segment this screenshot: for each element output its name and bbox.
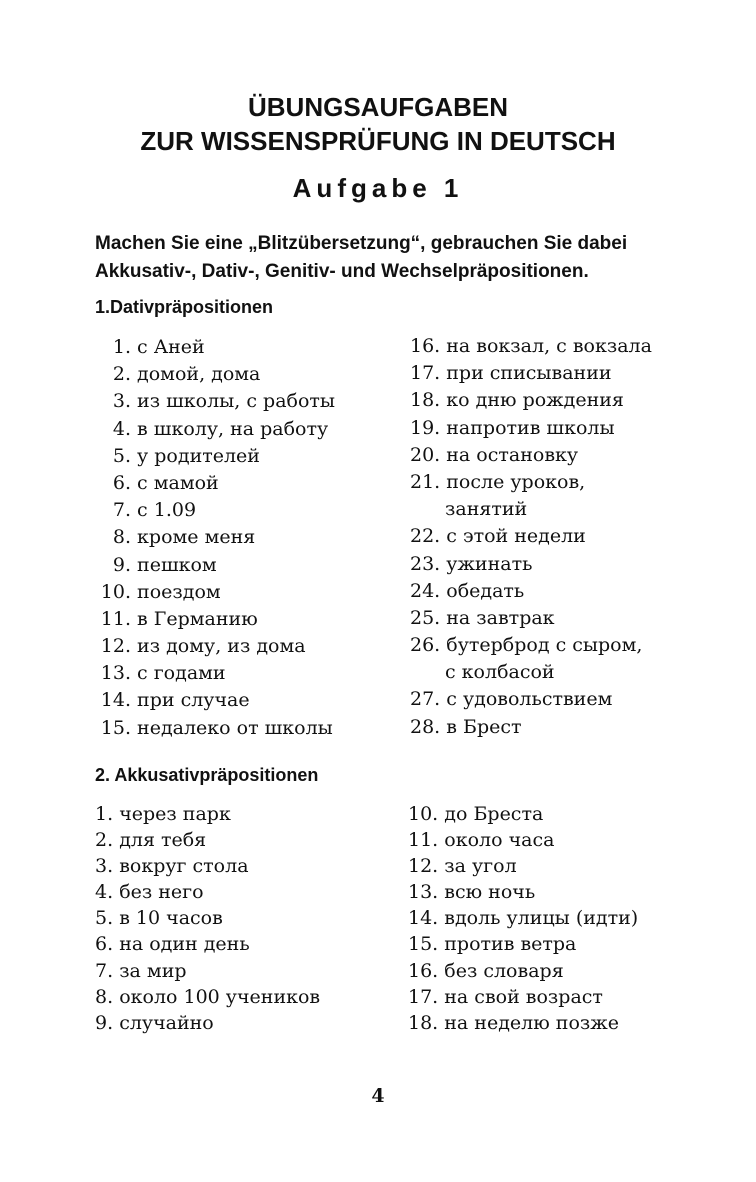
- item-number: 3.: [95, 855, 114, 878]
- list-item: [410, 714, 652, 741]
- item-text: домой, дома: [137, 363, 261, 386]
- item-number: 14.: [100, 689, 131, 712]
- list-item: [410, 469, 652, 496]
- item-number: 9.: [95, 1011, 114, 1034]
- item-text: без него: [119, 881, 204, 904]
- item-number: 14.: [408, 907, 439, 930]
- list-item: [410, 387, 652, 414]
- item-text: около 100 учеников: [119, 985, 321, 1008]
- item-text: на завтрак: [446, 606, 555, 629]
- item-number: 12.: [100, 635, 131, 658]
- list-item: [95, 606, 335, 633]
- list-item: [410, 659, 652, 686]
- item-text: из школы, с работы: [137, 390, 336, 413]
- item-number: 19.: [410, 416, 441, 439]
- item-text: без словаря: [444, 959, 564, 982]
- list-item: [95, 633, 335, 660]
- list-item: [95, 579, 335, 606]
- item-text: с 1.09: [137, 499, 197, 522]
- item-number: 10.: [408, 803, 439, 825]
- item-number: 28.: [410, 715, 441, 738]
- item-number: 8.: [112, 526, 131, 549]
- list-item: [410, 686, 652, 713]
- instruction-line-1: Machen Sie eine „Blitzübersetzung“, gebrauchen Sie dabei: [95, 233, 628, 254]
- item-number: 13.: [100, 662, 131, 685]
- list-item: [408, 827, 638, 853]
- item-number: 24.: [410, 579, 441, 602]
- item-number: 9.: [112, 553, 131, 576]
- item-text: около часа: [444, 829, 555, 852]
- item-text: кроме меня: [137, 526, 256, 549]
- item-text: в Брест: [446, 715, 522, 738]
- item-number: 27.: [410, 688, 441, 711]
- list-item: [410, 632, 652, 659]
- list-item: [408, 1010, 638, 1036]
- list-item: [95, 958, 320, 984]
- item-text: на один день: [119, 933, 250, 956]
- item-text: против ветра: [444, 933, 577, 956]
- item-number: 6.: [112, 471, 131, 494]
- item-text: бутерброд с сыром,: [446, 634, 643, 657]
- item-number: 6.: [95, 933, 114, 956]
- list-item: [410, 496, 652, 523]
- list-item: [95, 687, 335, 714]
- dativ-heading: 1.Dativpräpositionen: [95, 297, 274, 317]
- list-item: [95, 879, 320, 905]
- item-number: 2.: [95, 829, 114, 852]
- item-text: случайно: [119, 1011, 214, 1034]
- item-text: обедать: [446, 579, 525, 602]
- item-number: 21.: [410, 470, 441, 493]
- list-item: [410, 605, 652, 632]
- item-text: при случае: [137, 689, 250, 712]
- list-item: [408, 931, 638, 957]
- item-number: 2.: [112, 363, 131, 386]
- list-item: [95, 361, 335, 388]
- list-item: [408, 905, 638, 931]
- item-text: вокруг стола: [119, 855, 249, 878]
- list-item: [410, 523, 652, 550]
- item-text: с мамой: [137, 471, 219, 494]
- item-text: до Бреста: [444, 803, 544, 825]
- list-item: [410, 360, 652, 387]
- list-item: [408, 853, 638, 879]
- akkusativ-list-col1: [95, 801, 320, 1036]
- list-item: [95, 524, 335, 551]
- list-item: [95, 827, 320, 853]
- item-text: на вокзал, с вокзала: [446, 335, 652, 357]
- item-number: 5.: [95, 907, 114, 930]
- list-item: [408, 984, 638, 1010]
- item-text: с Аней: [137, 336, 205, 358]
- list-item: [95, 1010, 320, 1036]
- item-text: для тебя: [119, 829, 207, 852]
- item-text: из дому, из дома: [137, 635, 306, 658]
- list-item: [95, 443, 335, 470]
- item-number: 10.: [100, 580, 131, 603]
- item-text: всю ночь: [444, 881, 536, 904]
- instruction: [95, 230, 695, 286]
- item-text: через парк: [119, 803, 231, 825]
- item-text: с годами: [137, 662, 226, 685]
- item-text: при списывании: [446, 362, 612, 385]
- item-text: за мир: [119, 959, 187, 982]
- list-item: [95, 905, 320, 931]
- list-item: [410, 551, 652, 578]
- item-number: 13.: [408, 881, 439, 904]
- item-number: 4.: [95, 881, 114, 904]
- task-heading: Aufgabe 1: [292, 173, 464, 203]
- item-number: 22.: [410, 525, 441, 548]
- list-item: [95, 388, 335, 415]
- akkusativ-list-col2: [408, 801, 638, 1036]
- item-text: на остановку: [446, 443, 579, 466]
- item-number: 15.: [408, 933, 439, 956]
- item-number: 23.: [410, 552, 441, 575]
- item-text: у родителей: [137, 444, 260, 467]
- item-number: 8.: [95, 985, 114, 1008]
- list-item: [95, 853, 320, 879]
- item-text: недалеко от школы: [137, 716, 333, 739]
- list-item: [408, 958, 638, 984]
- item-number: 15.: [100, 716, 131, 739]
- list-item: [95, 552, 335, 579]
- list-item: [410, 578, 652, 605]
- item-text: ужинать: [446, 552, 533, 575]
- item-number: 18.: [408, 1011, 439, 1034]
- item-number: 11.: [408, 829, 439, 852]
- item-number: 7.: [95, 959, 114, 982]
- item-number: 18.: [410, 389, 441, 412]
- list-item: [95, 660, 335, 687]
- item-number: 25.: [410, 606, 441, 629]
- item-number: 7.: [112, 499, 131, 522]
- item-number: 17.: [408, 985, 439, 1008]
- item-text: вдоль улицы (идти): [444, 907, 639, 930]
- list-item: [410, 442, 652, 469]
- item-text: ко дню рождения: [446, 389, 624, 412]
- dativ-list-col1: [95, 334, 335, 742]
- item-number: 1.: [112, 336, 131, 358]
- list-item: [410, 333, 652, 360]
- item-number: 3.: [112, 390, 131, 413]
- item-number: 1.: [95, 803, 114, 825]
- list-item: [95, 416, 335, 443]
- list-item: [95, 931, 320, 957]
- title-line-1: ÜBUNGSAUFGABEN: [248, 92, 508, 122]
- item-number: 12.: [408, 855, 439, 878]
- list-item: [95, 984, 320, 1010]
- item-text: с удовольствием: [446, 688, 613, 711]
- akkusativ-heading: 2. Akkusativpräpositionen: [95, 765, 319, 785]
- list-item: [408, 801, 638, 827]
- item-number: 20.: [410, 443, 441, 466]
- item-text: напротив школы: [446, 416, 615, 439]
- item-text: с этой недели: [446, 525, 586, 548]
- item-text: после уроков,: [446, 470, 586, 493]
- item-text: на свой возраст: [444, 985, 603, 1008]
- dativ-list-col2: [410, 333, 652, 741]
- item-number: 11.: [100, 607, 131, 630]
- list-item: [95, 470, 335, 497]
- item-number: 16.: [410, 335, 441, 357]
- item-number: 16.: [408, 959, 439, 982]
- list-item: [95, 801, 320, 827]
- item-number: 5.: [112, 444, 131, 467]
- list-item: [95, 497, 335, 524]
- title-line-2: ZUR WISSENSPRÜFUNG IN DEUTSCH: [140, 126, 616, 156]
- list-item: [95, 334, 335, 361]
- item-number: 26.: [410, 634, 441, 657]
- page-number: 4: [371, 1085, 385, 1107]
- item-text: в Германию: [137, 607, 258, 630]
- list-item: [410, 415, 652, 442]
- item-text: за угол: [444, 855, 517, 878]
- list-item: [95, 715, 335, 742]
- item-text: в 10 часов: [119, 907, 223, 930]
- item-number: 4.: [112, 417, 131, 440]
- item-text: пешком: [137, 553, 217, 576]
- item-text: в школу, на работу: [137, 417, 329, 440]
- item-text: занятий: [445, 498, 528, 521]
- instruction-line-2: Akkusativ-, Dativ-, Genitiv- und Wechselpräpositionen.: [95, 261, 589, 282]
- item-text: поездом: [137, 580, 221, 603]
- item-text: на неделю позже: [444, 1011, 619, 1034]
- list-item: [408, 879, 638, 905]
- item-text: с колбасой: [445, 661, 555, 684]
- item-number: 17.: [410, 362, 441, 385]
